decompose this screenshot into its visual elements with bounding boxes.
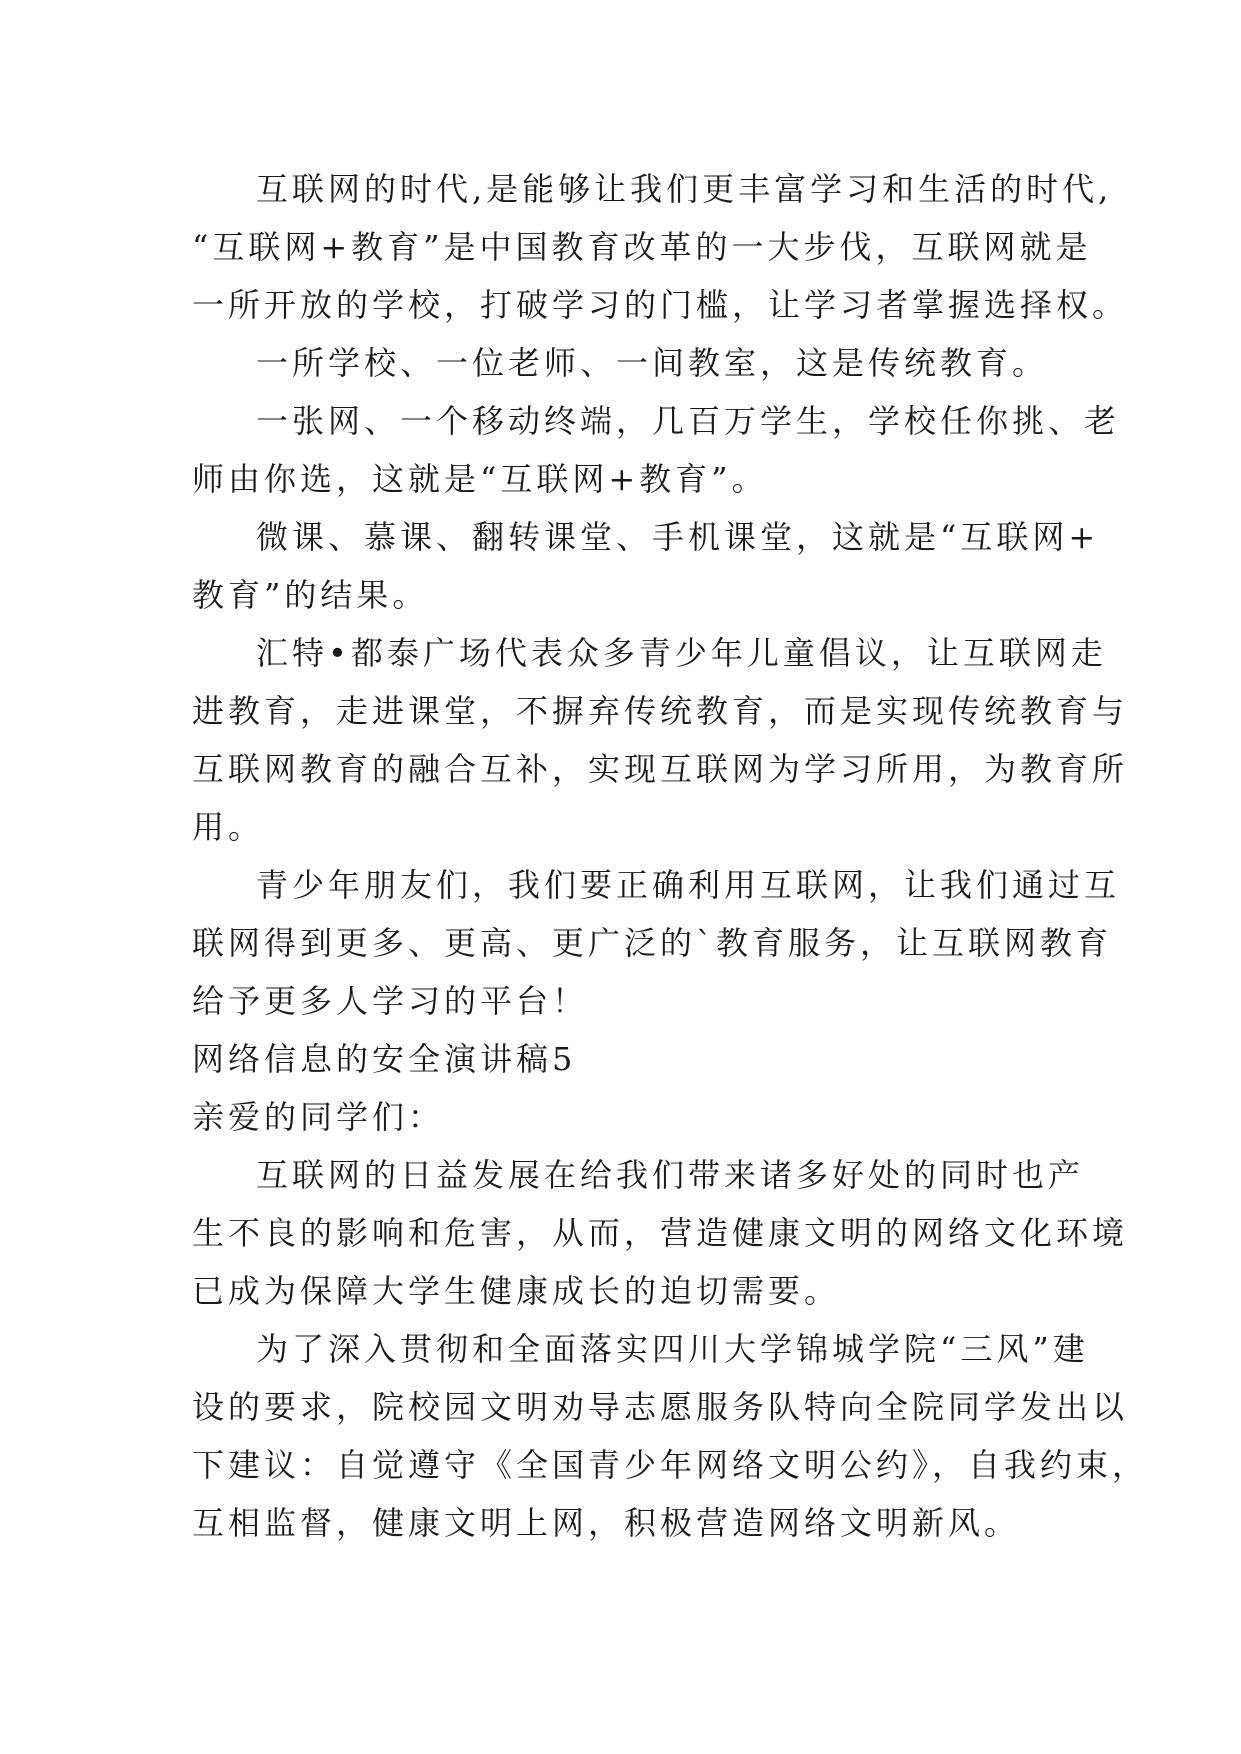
text-line: 一张网、一个移动终端，几百万学生，学校任你挑、老 [256,402,1121,440]
text-line: 给予更多人学习的平台！ [192,982,589,1020]
text-line: 为了深入贯彻和全面落实四川大学锦城学院“三风”建 [256,1330,1089,1368]
text-line: 汇特•都泰广场代表众多青少年儿童倡议，让互联网走 [256,634,1107,672]
text-line: 互联网教育的融合互补，实现互联网为学习所用，为教育所 [192,750,1129,788]
text-line: 下建议：自觉遵守《全国青少年网络文明公约》，自我约束， [192,1446,1149,1484]
text-line: 一所开放的学校，打破学习的门槛，让学习者掌握选择权。 [192,286,1129,324]
text-line: 一所学校、一位老师、一间教室，这是传统教育。 [256,344,1049,382]
section-heading: 网络信息的安全演讲稿5 [192,1040,577,1078]
text-line: 互相监督，健康文明上网，积极营造网络文明新风。 [192,1504,1021,1542]
text-line: 已成为保障大学生健康成长的迫切需要。 [192,1272,841,1310]
text-line: 设的要求，院校园文明劝导志愿服务队特向全院同学发出以 [192,1388,1129,1426]
text-line: 互联网的日益发展在给我们带来诸多好处的同时也产 [256,1156,1085,1194]
text-line: 青少年朋友们，我们要正确利用互联网，让我们通过互 [256,866,1121,904]
text-line: 师由你选，这就是“互联网+教育”。 [192,460,768,498]
text-line: 用。 [192,808,265,846]
text-line: 进教育，走进课堂，不摒弃传统教育，而是实现传统教育与 [192,692,1129,730]
text-line: 教育”的结果。 [192,576,429,614]
text-line: 生不良的影响和危害，从而，营造健康文明的网络文化环境 [192,1214,1129,1252]
text-line: 互联网的时代,是能够让我们更丰富学习和生活的时代, [256,170,1113,208]
document-body [192,160,1149,1552]
text-line: “互联网+教育”是中国教育改革的一大步伐，互联网就是 [192,228,1092,266]
text-line: 联网得到更多、更高、更广泛的`教育服务，让互联网教育 [192,924,1113,962]
salutation: 亲爱的同学们： [192,1098,445,1136]
text-line: 微课、慕课、翻转课堂、手机课堂，这就是“互联网+ [256,518,1100,556]
